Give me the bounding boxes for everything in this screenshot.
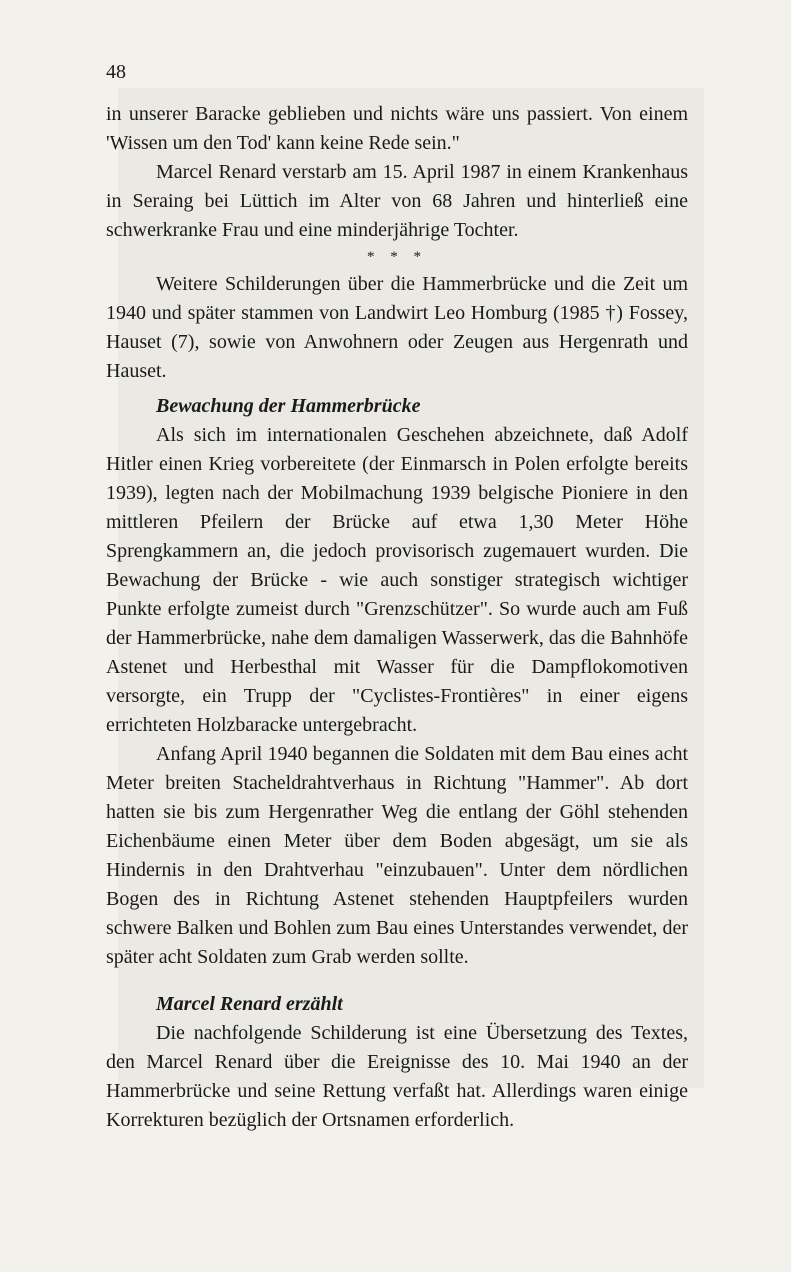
section-separator: * * * [367,249,427,265]
section-heading: Bewachung der Hammerbrücke [156,395,421,417]
paragraph: in unserer Baracke geblieben und nichts wäre uns passiert. Von einem 'Wissen um den Tod' kann keine Rede sein." [106,103,688,154]
paragraph: Die nachfolgende Schilderung ist eine Übersetzung des Textes, den Marcel Renard über die Ereignisse des 10. Mai 1940 an der Hammerbrücke und seine Rettung verfaßt hat. Allerdings waren einige Korrekturen bezüglich der Ortsnamen erforderlich. [106,1022,688,1131]
paragraph: Anfang April 1940 begannen die Soldaten mit dem Bau eines acht Meter breiten Stacheldrahtverhaus in Richtung "Hammer". Ab dort hatten sie bis zum Hergenrather Weg die entlang der Göhl stehenden Eichenbäume einen Meter über dem Boden abgesägt, um sie als Hindernis in den Drahtverhau "einzubauen". Unter dem nördlichen Bogen des in Richtung Astenet stehenden Hauptpfeilers wurden schwere Balken und Bohlen zum Bau eines Unterstandes verwendet, der später acht Soldaten zum Grab werden sollte. [106,743,688,968]
page-number: 48 [106,61,126,83]
section-heading: Marcel Renard erzählt [156,993,343,1015]
paragraph: Als sich im internationalen Geschehen abzeichnete, daß Adolf Hitler einen Krieg vorbereitete (der Einmarsch in Polen erfolgte bereits 1939), legten nach der Mobilmachung 1939 belgische Pioniere in den mittleren Pfeilern der Brücke auf etwa 1,30 Meter Höhe Sprengkammern an, die jedoch provisorisch zugemauert wurden. Die Bewachung der Brücke - wie auch sonstiger strategisch wichtiger Punkte erfolgte zumeist durch "Grenzschützer". So wurde auch am Fuß der Hammerbrücke, nahe dem damaligen Wasserwerk, das die Bahnhöfe Astenet und Herbesthal mit Wasser für die Dampflokomotiven versorgte, ein Trupp der "Cyclistes-Frontières" in einer eigens errichteten Holzbaracke untergebracht. [106,424,688,736]
paragraph: Weitere Schilderungen über die Hammerbrücke und die Zeit um 1940 und später stammen von Landwirt Leo Homburg (1985 †) Fossey, Hauset (7), sowie von Anwohnern oder Zeugen aus Hergenrath und Hauset. [106,273,688,382]
paragraph: Marcel Renard verstarb am 15. April 1987 in einem Krankenhaus in Seraing bei Lüttich im Alter von 68 Jahren und hinterließ eine schwerkranke Frau und eine minderjährige Tochter. [106,161,688,241]
page-content [106,58,688,1135]
